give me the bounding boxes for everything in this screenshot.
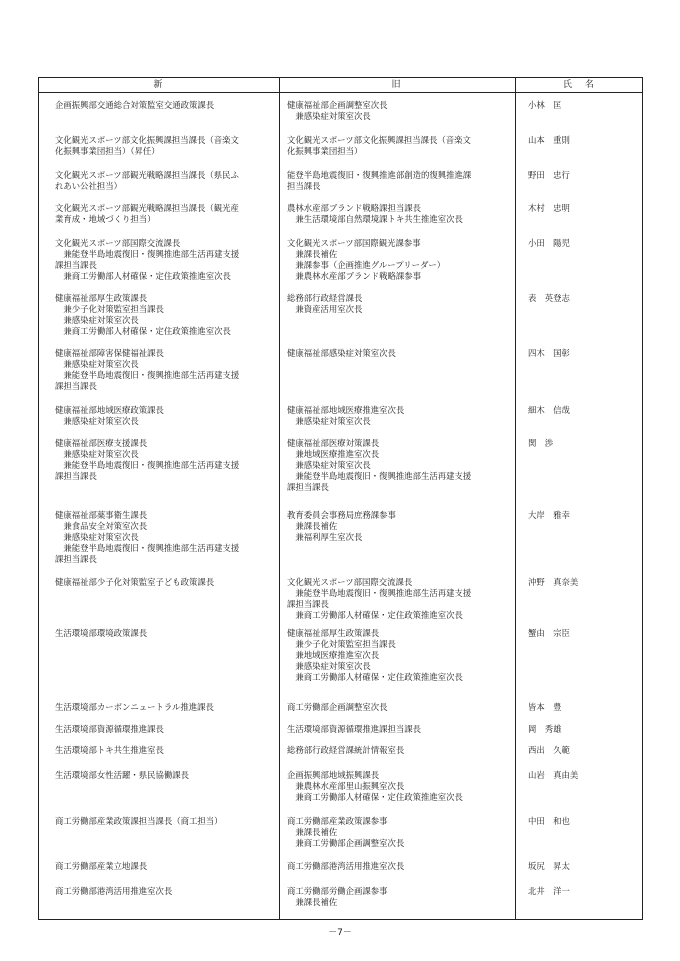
header-old: 旧 <box>391 80 403 90</box>
new-post-line: 課担当課長 <box>55 471 97 481</box>
person-name: 細木 信哉 <box>528 405 570 415</box>
old-post-line: 兼商工労働部人材確保・定住政策推進室次長 <box>287 610 463 620</box>
old-post-line: 健康福祉部感染症対策室次長 <box>287 348 396 358</box>
new-post-line: 生活環境部資源循環推進課長 <box>55 724 164 734</box>
old-post-cell <box>287 135 519 157</box>
old-post-line: 教育委員会事務局庶務課参事 <box>287 510 396 520</box>
new-post-line: 課担当課長 <box>55 381 97 391</box>
new-post-line: 健康福祉部医療支援課長 <box>55 438 148 448</box>
person-name: 山岩 真由美 <box>528 770 579 780</box>
new-post-line: 兼感染症対策室次長 <box>55 532 139 542</box>
old-post-cell <box>287 438 519 493</box>
new-post-cell <box>55 203 280 225</box>
table-body <box>39 78 644 921</box>
new-post-line: 兼感染症対策室次長 <box>55 449 139 459</box>
new-post-line: 兼能登半島地震復旧・復興推進部生活再建支援 <box>55 370 240 380</box>
old-post-cell <box>287 628 519 683</box>
person-name: 表 英登志 <box>528 293 570 303</box>
new-post-line: 生活環境部女性活躍・県民協働課長 <box>55 770 189 780</box>
person-name: 岡 秀雄 <box>528 724 562 734</box>
new-post-cell <box>55 745 280 756</box>
old-post-line: 担当課長 <box>287 181 321 191</box>
person-name: 山本 重則 <box>528 135 570 145</box>
old-post-line: 文化観光スポーツ部国際観光課参事 <box>287 238 421 248</box>
old-post-line: 兼地域医療推進室次長 <box>287 449 380 459</box>
old-post-line: 兼資産活用室次長 <box>287 304 363 314</box>
new-post-cell <box>55 861 280 872</box>
old-post-line: 兼感染症対策室次長 <box>287 661 371 671</box>
old-post-line: 兼感染症対策室次長 <box>287 111 371 121</box>
new-post-line: 兼商工労働部人材確保・定住政策推進室次長 <box>55 271 231 281</box>
old-post-line: 総務部行政経営課長 <box>287 293 363 303</box>
old-post-line: 兼農林水産部ブランド戦略課参事 <box>287 271 421 281</box>
new-post-line: 課担当課長 <box>55 260 97 270</box>
old-post-line: 兼商工労働部企画調整室次長 <box>287 838 405 848</box>
old-post-line: 商工労働部労働企画課参事 <box>287 886 388 896</box>
new-post-line: 生活環境部トキ共生推進室長 <box>55 745 164 755</box>
new-post-cell <box>55 628 280 639</box>
old-post-cell <box>287 170 519 192</box>
new-post-line: 兼能登半島地震復旧・復興推進部生活再建支援 <box>55 249 240 259</box>
new-post-line: 健康福祉部薬事衛生課長 <box>55 510 148 520</box>
old-post-cell <box>287 348 519 359</box>
old-post-line: 企画振興部地域振興課長 <box>287 770 380 780</box>
old-post-cell <box>287 816 519 849</box>
person-name: 大岸 雅幸 <box>528 510 570 520</box>
old-post-line: 兼地域医療推進室次長 <box>287 650 380 660</box>
new-post-cell <box>55 405 280 427</box>
new-post-line: 健康福祉部障害保健福祉課長 <box>55 348 164 358</box>
new-post-line: 健康福祉部少子化対策監室子ども政策課長 <box>55 577 215 587</box>
old-post-line: 兼課長補佐 <box>287 249 338 259</box>
person-name: 関 渉 <box>528 438 554 448</box>
new-post-cell <box>55 293 280 337</box>
old-post-line: 文化観光スポーツ部国際交流課長 <box>287 577 413 587</box>
person-name: 沖野 真奈美 <box>528 577 579 587</box>
person-name: 四木 国彰 <box>528 348 570 358</box>
new-post-line: 兼少子化対策監室担当課長 <box>55 304 164 314</box>
old-post-cell <box>287 238 519 282</box>
old-post-line: 課担当課長 <box>287 482 329 492</box>
old-post-line: 健康福祉部企画調整室次長 <box>287 100 388 110</box>
old-post-line: 兼能登半島地震復旧・復興推進部生活再建支援 <box>287 588 472 598</box>
new-post-line: 商工労働部港湾活用推進室次長 <box>55 886 173 896</box>
old-post-line: 兼農林水産部里山振興室次長 <box>287 781 405 791</box>
old-post-cell <box>287 405 519 427</box>
old-post-line: 商工労働部産業政策課参事 <box>287 816 388 826</box>
new-post-cell <box>55 724 280 735</box>
new-post-cell <box>55 886 280 897</box>
new-post-cell <box>55 100 280 111</box>
new-post-cell <box>55 170 280 192</box>
new-post-cell <box>55 348 280 392</box>
new-post-line: 健康福祉部地域医療政策課長 <box>55 405 164 415</box>
old-post-line: 健康福祉部厚生政策課長 <box>287 628 380 638</box>
new-post-line: 兼能登半島地震復旧・復興推進部生活再建支援 <box>55 460 240 470</box>
person-name: 小林 匡 <box>528 100 562 110</box>
person-name: 坂尻 昇太 <box>528 861 570 871</box>
old-post-line: 兼感染症対策室次長 <box>287 416 371 426</box>
person-name: 蟹由 宗臣 <box>528 628 570 638</box>
old-post-line: 商工労働部港湾活用推進室次長 <box>287 861 405 871</box>
new-post-line: 生活環境部カーボンニュートラル推進課長 <box>55 702 214 712</box>
old-post-line: 健康福祉部医療対策課長 <box>287 438 380 448</box>
person-name: 北井 洋一 <box>528 886 570 896</box>
new-post-line: 兼感染症対策室次長 <box>55 315 139 325</box>
old-post-line: 生活環境部資源循環推進課担当課長 <box>287 724 421 734</box>
new-post-line: 健康福祉部厚生政策課長 <box>55 293 148 303</box>
person-name: 中田 和也 <box>528 816 570 826</box>
new-post-line: 生活環境部環境政策課長 <box>55 628 148 638</box>
old-post-line: 総務部行政経営課統計情報室長 <box>287 745 405 755</box>
old-post-cell <box>287 861 519 872</box>
old-post-cell <box>287 510 519 543</box>
old-post-line: 兼能登半島地震復旧・復興推進部生活再建支援 <box>287 471 472 481</box>
old-post-line: 兼少子化対策監室担当課長 <box>287 639 396 649</box>
new-post-line: 文化観光スポーツ部観光戦略課担当課長（県民ふ <box>55 170 239 180</box>
old-post-cell <box>287 745 519 756</box>
new-post-line: 文化観光スポーツ部国際交流課長 <box>55 238 181 248</box>
old-post-cell <box>287 702 519 713</box>
new-post-line: 兼感染症対策室次長 <box>55 416 139 426</box>
old-post-line: 兼感染症対策室次長 <box>287 460 371 470</box>
new-post-line: 商工労働部産業政策課担当課長（商工担当） <box>55 816 223 826</box>
new-post-line: 企画振興部交通総合対策監室交通政策課長 <box>55 100 215 110</box>
new-post-line: 課担当課長 <box>55 554 97 564</box>
new-post-cell <box>55 510 280 565</box>
old-post-line: 商工労働部企画調整室次長 <box>287 702 388 712</box>
old-post-line: 健康福祉部地域医療推進室次長 <box>287 405 405 415</box>
personnel-table <box>38 77 643 920</box>
new-post-line: 兼感染症対策室次長 <box>55 359 139 369</box>
new-post-line: 文化観光スポーツ部観光戦略課担当課長（観光産 <box>55 203 239 213</box>
new-post-cell <box>55 135 280 157</box>
old-post-line: 兼課参事（企画推進グループリーダー） <box>287 260 446 270</box>
old-post-cell <box>287 886 519 908</box>
person-name: 木村 忠明 <box>528 203 570 213</box>
new-post-cell <box>55 702 280 713</box>
new-post-line: 兼商工労働部人材確保・定住政策推進室次長 <box>55 326 231 336</box>
new-post-line: 兼食品安全対策室次長 <box>55 521 148 531</box>
old-post-line: 兼商工労働部人材確保・定住政策推進室次長 <box>287 792 463 802</box>
old-post-line: 兼課長補佐 <box>287 827 338 837</box>
person-name: 西出 久範 <box>528 745 570 755</box>
old-post-line: 文化観光スポーツ部文化振興課担当課長（音楽文 <box>287 135 471 145</box>
old-post-cell <box>287 724 519 735</box>
old-post-line: 兼課長補佐 <box>287 521 338 531</box>
old-post-cell <box>287 203 519 225</box>
old-post-line: 課担当課長 <box>287 599 329 609</box>
old-post-cell <box>287 770 519 803</box>
old-post-line: 兼生活環境部自然環境課トキ共生推進室次長 <box>287 214 463 224</box>
person-name: 皆本 豊 <box>528 702 562 712</box>
new-post-cell <box>55 577 280 588</box>
header-name: 氏 名 <box>562 80 596 90</box>
old-post-cell <box>287 293 519 315</box>
page-number: －7－ <box>328 928 352 938</box>
header-new: 新 <box>153 80 165 90</box>
person-name: 野田 忠行 <box>528 170 570 180</box>
new-post-line: 業育成・地域づくり担当） <box>55 214 156 224</box>
new-post-line: 文化観光スポーツ部文化振興課担当課長（音楽文 <box>55 135 239 145</box>
old-post-line: 化振興事業団担当） <box>287 146 363 156</box>
old-post-cell <box>287 577 519 621</box>
old-post-line: 能登半島地震復旧・復興推進部創造的復興推進課 <box>287 170 472 180</box>
old-post-line: 兼商工労働部人材確保・定住政策推進室次長 <box>287 672 463 682</box>
old-post-cell <box>287 100 519 122</box>
new-post-cell <box>55 816 280 827</box>
new-post-cell <box>55 238 280 282</box>
new-post-line: 商工労働部産業立地課長 <box>55 861 148 871</box>
old-post-line: 兼福利厚生室次長 <box>287 532 363 542</box>
new-post-line: 兼能登半島地震復旧・復興推進部生活再建支援 <box>55 543 240 553</box>
new-post-line: 化振興事業団担当）（昇任） <box>55 146 160 156</box>
person-name: 小田 陽児 <box>528 238 570 248</box>
new-post-cell <box>55 770 280 781</box>
new-post-line: れあい公社担当） <box>55 181 122 191</box>
old-post-line: 兼課長補佐 <box>287 897 338 907</box>
old-post-line: 農林水産部ブランド戦略課担当課長 <box>287 203 421 213</box>
new-post-cell <box>55 438 280 482</box>
